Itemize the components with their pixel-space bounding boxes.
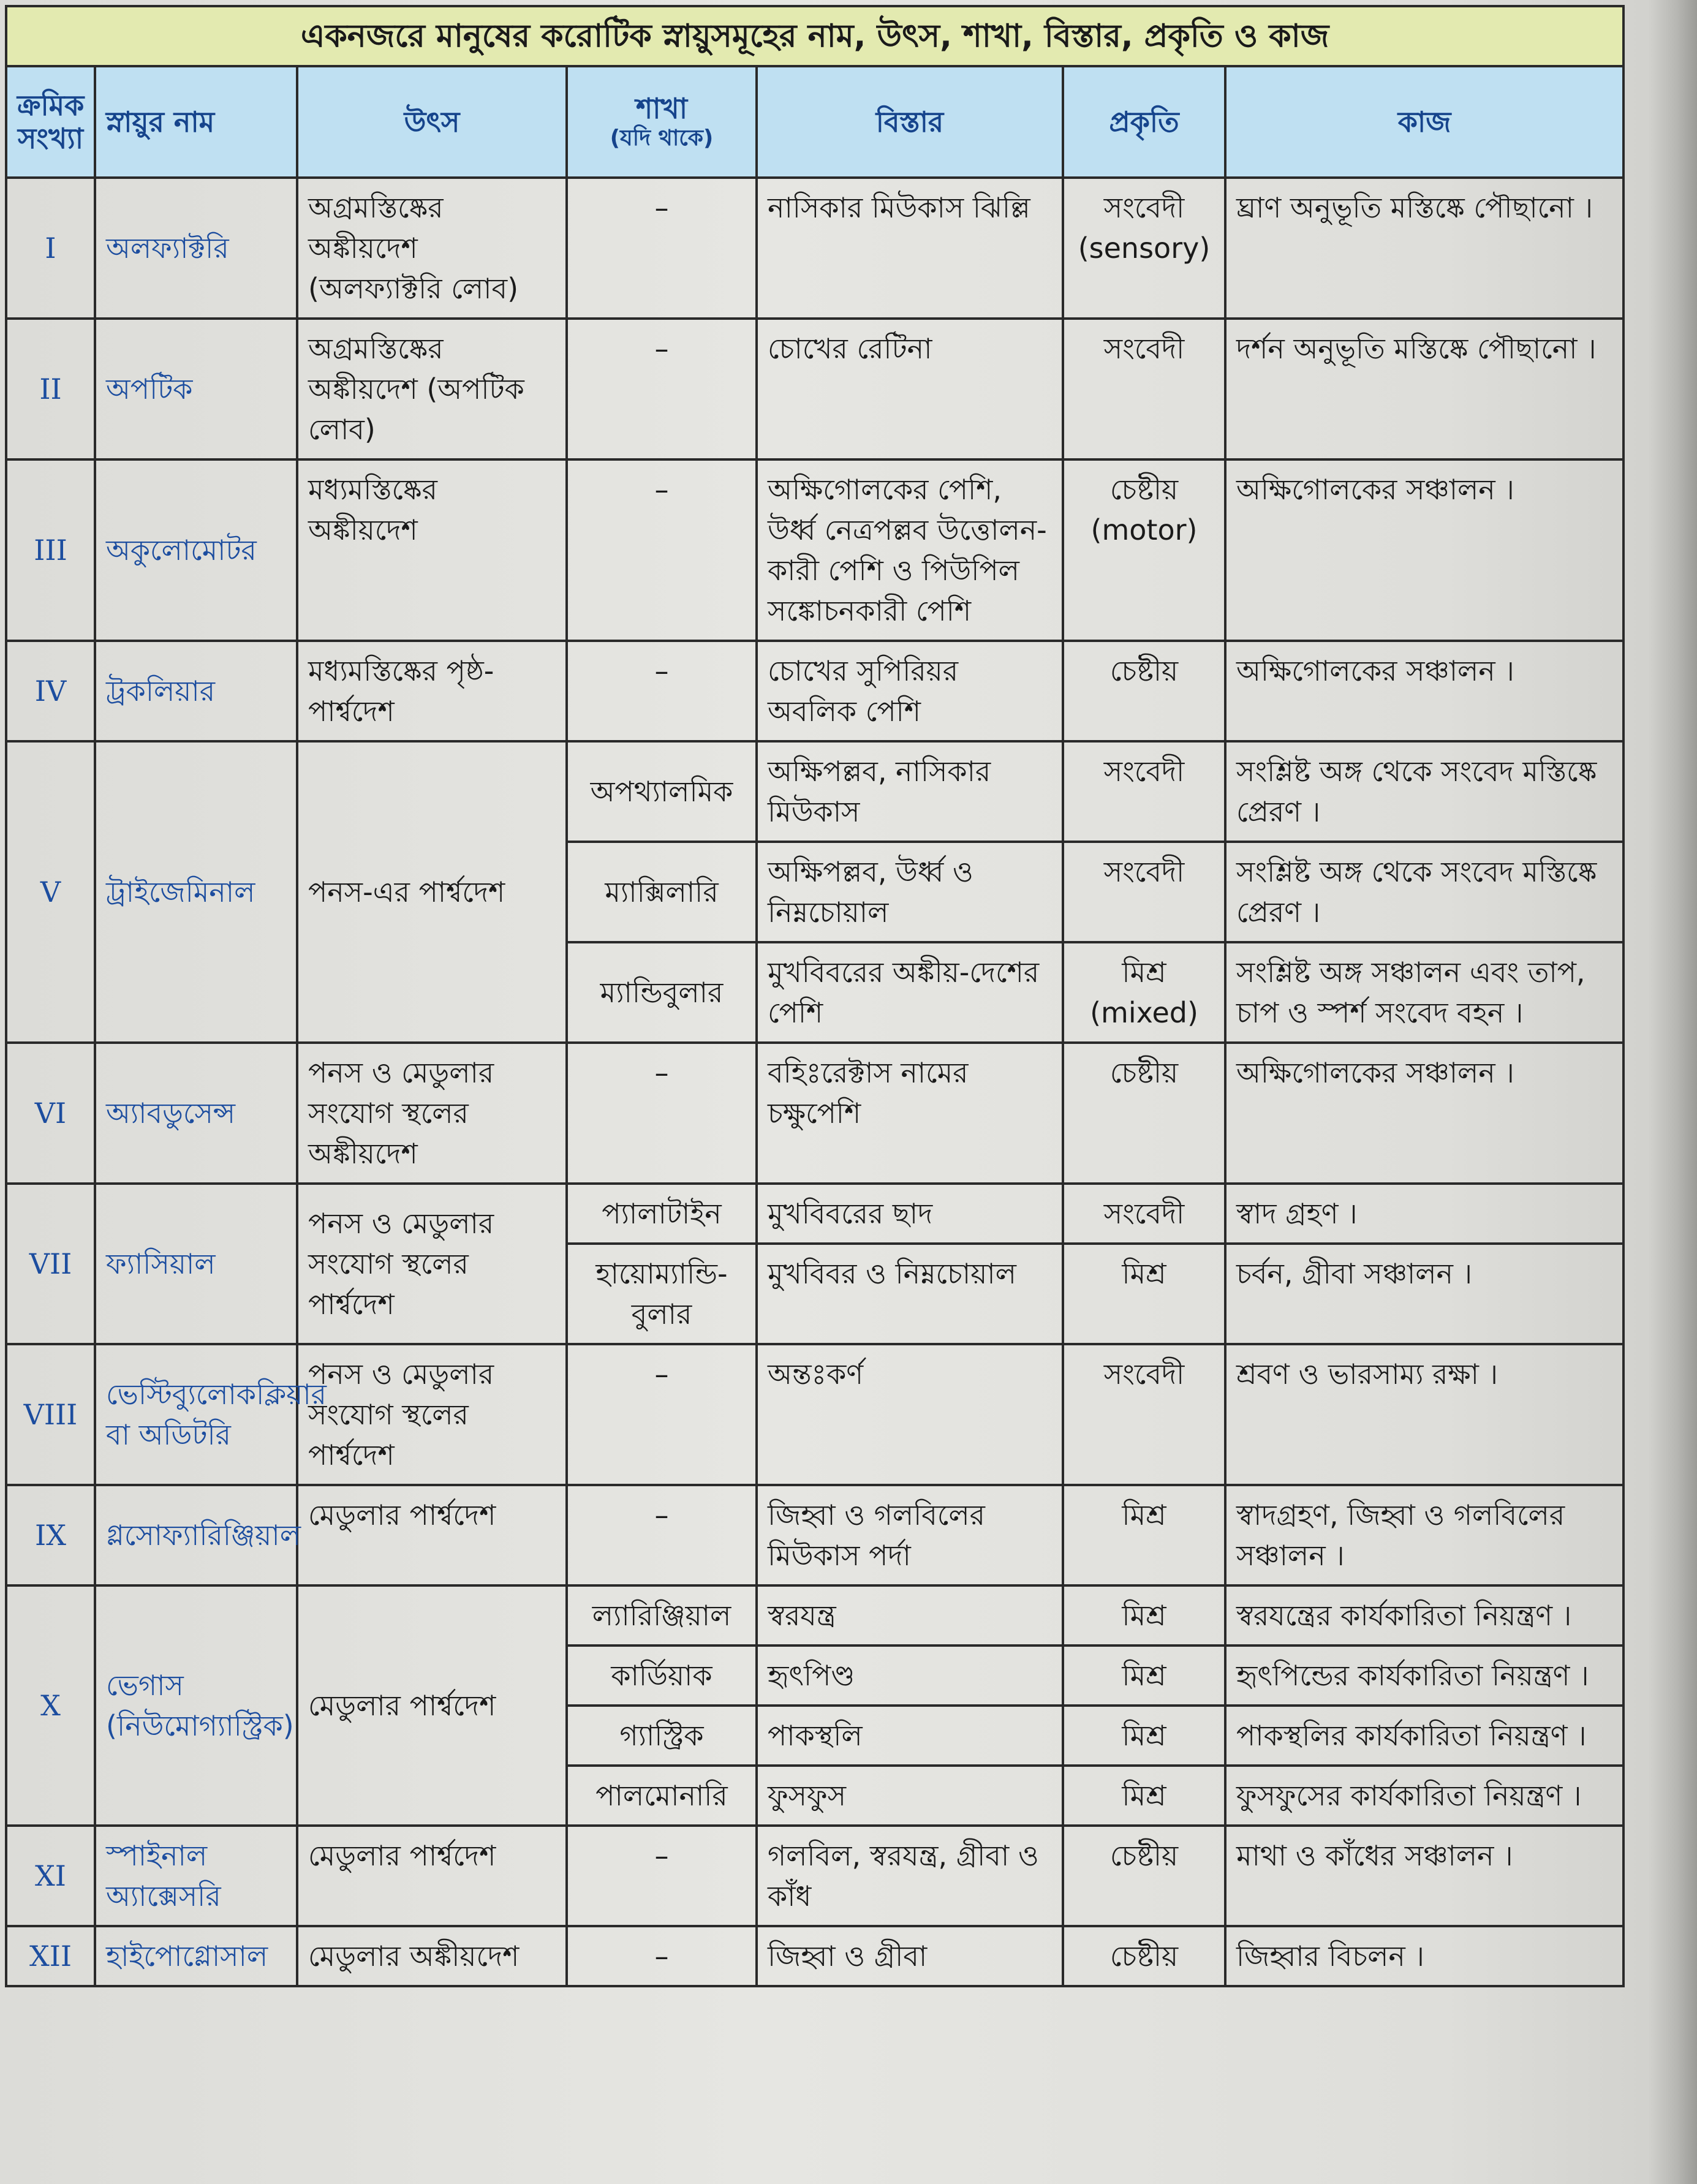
nerve-origin: পনস ও মেডুলার সংযোগ স্থলের পার্শ্বদেশ — [297, 1344, 567, 1485]
nerve-nature: চেষ্টীয় — [1063, 1926, 1225, 1986]
nerve-function: সংশ্লিষ্ট অঙ্গ সঞ্চালন এবং তাপ, চাপ ও স্পর্শ সংবেদ বহন । — [1225, 942, 1623, 1043]
col-header-serial: ক্রমিক সংখ্যা — [6, 66, 95, 178]
nerve-origin: মধ্যমস্তিষ্কের পৃষ্ঠ-পার্শ্বদেশ — [297, 641, 567, 741]
nerve-function: দর্শন অনুভূতি মস্তিষ্কে পৌছানো । — [1225, 319, 1623, 459]
nerve-distribution: স্বরযন্ত্র — [757, 1585, 1063, 1646]
nerve-branch: – — [567, 319, 757, 459]
nerve-distribution: নাসিকার মিউকাস ঝিল্লি — [757, 178, 1063, 319]
table-row — [6, 741, 1623, 842]
nerve-nature: সংবেদী — [1063, 1344, 1225, 1485]
nerve-nature: মিশ্র (mixed) — [1063, 942, 1225, 1043]
nerve-nature: সংবেদী (sensory) — [1063, 178, 1225, 319]
nerve-function: মাথা ও কাঁধের সঞ্চালন । — [1225, 1826, 1623, 1926]
nerve-origin: অগ্রমস্তিষ্কের অঙ্কীয়দেশ (অপটিক লোব) — [297, 319, 567, 459]
table-row — [6, 319, 1623, 459]
nerve-origin: পনস-এর পার্শ্বদেশ — [297, 741, 567, 1043]
row-serial-number: II — [6, 319, 95, 459]
row-serial-number: XI — [6, 1826, 95, 1926]
nerve-branch: কার্ডিয়াক — [567, 1646, 757, 1706]
nerve-function: সংশ্লিষ্ট অঙ্গ থেকে সংবেদ মস্তিষ্কে প্রেরণ । — [1225, 842, 1623, 942]
nerve-nature: সংবেদী — [1063, 1184, 1225, 1244]
nerve-name: অ্যাবডুসেন্স — [95, 1043, 297, 1184]
nerve-name: অপটিক — [95, 319, 297, 459]
col-header-name: স্নায়ুর নাম — [95, 66, 297, 178]
nerve-function: স্বাদ গ্রহণ । — [1225, 1184, 1623, 1244]
nerve-distribution: চোখের রেটিনা — [757, 319, 1063, 459]
nerve-distribution: চোখের সুপিরিয়র অবলিক পেশি — [757, 641, 1063, 741]
table-row — [6, 1043, 1623, 1184]
nerve-branch: – — [567, 1926, 757, 1986]
table-title: একনজরে মানুষের করোটিক স্নায়ুসমূহের নাম, উৎস, শাখা, বিস্তার, প্রকৃতি ও কাজ — [6, 6, 1623, 66]
nerve-name: স্পাইনাল অ্যাক্সেসরি — [95, 1826, 297, 1926]
row-serial-number: VIII — [6, 1344, 95, 1485]
nerve-name: ভেগাস (নিউমোগ্যাস্ট্রিক) — [95, 1585, 297, 1826]
nerve-branch: পালমোনারি — [567, 1766, 757, 1826]
nerve-branch: – — [567, 641, 757, 741]
nerve-branch: – — [567, 178, 757, 319]
nerve-branch: – — [567, 1344, 757, 1485]
row-serial-number: VI — [6, 1043, 95, 1184]
nerve-origin: মেডুলার পার্শ্বদেশ — [297, 1585, 567, 1826]
nerve-nature: সংবেদী — [1063, 842, 1225, 942]
col-header-function: কাজ — [1225, 66, 1623, 178]
nerve-distribution: বহিঃরেক্টাস নামের চক্ষুপেশি — [757, 1043, 1063, 1184]
nerve-branch: ম্যান্ডিবুলার — [567, 942, 757, 1043]
nerve-name: ফ্যাসিয়াল — [95, 1184, 297, 1344]
nerve-branch: অপথ্যালমিক — [567, 741, 757, 842]
header-row — [6, 66, 1623, 178]
col-header-branch-label: শাখা — [635, 92, 688, 125]
nerve-origin: মেডুলার পার্শ্বদেশ — [297, 1826, 567, 1926]
nerve-function: হৃৎপিন্ডের কার্যকারিতা নিয়ন্ত্রণ । — [1225, 1646, 1623, 1706]
nerve-distribution: জিহ্বা ও গ্রীবা — [757, 1926, 1063, 1986]
nerve-function: পাকস্থলির কার্যকারিতা নিয়ন্ত্রণ । — [1225, 1706, 1623, 1766]
nerve-branch: হায়োম্যান্ডি-বুলার — [567, 1244, 757, 1344]
nerve-function: অক্ষিগোলকের সঞ্চালন । — [1225, 1043, 1623, 1184]
nerve-nature: চেষ্টীয় — [1063, 641, 1225, 741]
table-row — [6, 1826, 1623, 1926]
table-row — [6, 1926, 1623, 1986]
nerve-distribution: অক্ষিপল্লব, উর্ধ্ব ও নিম্নচোয়াল — [757, 842, 1063, 942]
col-header-nature: প্রকৃতি — [1063, 66, 1225, 178]
nerve-nature: মিশ্র — [1063, 1766, 1225, 1826]
nerve-nature: মিশ্র — [1063, 1244, 1225, 1344]
nerve-function: সংশ্লিষ্ট অঙ্গ থেকে সংবেদ মস্তিষ্কে প্রেরণ । — [1225, 741, 1623, 842]
nerve-branch: – — [567, 1826, 757, 1926]
nerve-nature: চেষ্টীয় — [1063, 1826, 1225, 1926]
col-header-branch-note: (যদি থাকে) — [610, 126, 714, 151]
nerve-distribution: মুখবিবরের অঙ্কীয়-দেশের পেশি — [757, 942, 1063, 1043]
nerve-function: ঘ্রাণ অনুভূতি মস্তিষ্কে পৌছানো । — [1225, 178, 1623, 319]
page-edge — [1648, 0, 1697, 2184]
nerve-function: জিহ্বার বিচলন । — [1225, 1926, 1623, 1986]
nerve-origin: পনস ও মেডুলার সংযোগ স্থলের পার্শ্বদেশ — [297, 1184, 567, 1344]
nerve-branch: – — [567, 459, 757, 641]
table-row — [6, 1485, 1623, 1585]
row-serial-number: VII — [6, 1184, 95, 1344]
nerve-name: অকুলোমোটর — [95, 459, 297, 641]
nerve-distribution: পাকস্থলি — [757, 1706, 1063, 1766]
nerve-function: স্বাদগ্রহণ, জিহ্বা ও গলবিলের সঞ্চালন । — [1225, 1485, 1623, 1585]
nerve-branch: – — [567, 1043, 757, 1184]
row-serial-number: XII — [6, 1926, 95, 1986]
nerve-branch: ম্যাক্সিলারি — [567, 842, 757, 942]
nerve-name: গ্লসোফ্যারিঞ্জিয়াল — [95, 1485, 297, 1585]
nerve-function: শ্রবণ ও ভারসাম্য রক্ষা । — [1225, 1344, 1623, 1485]
table-row — [6, 178, 1623, 319]
nerve-origin: মেডুলার পার্শ্বদেশ — [297, 1485, 567, 1585]
nerve-nature: মিশ্র — [1063, 1585, 1225, 1646]
nerve-nature: মিশ্র — [1063, 1485, 1225, 1585]
nerve-distribution: অক্ষিগোলকের পেশি, উর্ধ্ব নেত্রপল্লব উত্তোলন-কারী পেশি ও পিউপিল সঙ্কোচনকারী পেশি — [757, 459, 1063, 641]
nerve-function: স্বরযন্ত্রের কার্যকারিতা নিয়ন্ত্রণ । — [1225, 1585, 1623, 1646]
nerve-nature: চেষ্টীয় (motor) — [1063, 459, 1225, 641]
nerve-nature: সংবেদী — [1063, 741, 1225, 842]
col-header-distribution: বিস্তার — [757, 66, 1063, 178]
row-serial-number: X — [6, 1585, 95, 1826]
nerve-name: ট্রাইজেমিনাল — [95, 741, 297, 1043]
table-row — [6, 459, 1623, 641]
nerve-name: হাইপোগ্লোসাল — [95, 1926, 297, 1986]
table-row — [6, 1344, 1623, 1485]
nerve-branch: – — [567, 1485, 757, 1585]
nerve-distribution: হৃৎপিণ্ড — [757, 1646, 1063, 1706]
row-serial-number: III — [6, 459, 95, 641]
nerve-origin: অগ্রমস্তিষ্কের অঙ্কীয়দেশ (অলফ্যাক্টরি লোব) — [297, 178, 567, 319]
nerve-name: ভেস্টিব্যুলোকক্লিয়ার বা অডিটরি — [95, 1344, 297, 1485]
col-header-origin: উৎস — [297, 66, 567, 178]
nerve-distribution: অন্তঃকর্ণ — [757, 1344, 1063, 1485]
row-serial-number: I — [6, 178, 95, 319]
nerve-name: ট্রকলিয়ার — [95, 641, 297, 741]
nerve-origin: মধ্যমস্তিষ্কের অঙ্কীয়দেশ — [297, 459, 567, 641]
nerve-branch: গ্যাস্ট্রিক — [567, 1706, 757, 1766]
nerve-branch: ল্যারিঞ্জিয়াল — [567, 1585, 757, 1646]
nerve-origin: মেডুলার অঙ্কীয়দেশ — [297, 1926, 567, 1986]
nerve-distribution: গলবিল, স্বরযন্ত্র, গ্রীবা ও কাঁধ — [757, 1826, 1063, 1926]
nerve-function: ফুসফুসের কার্যকারিতা নিয়ন্ত্রণ । — [1225, 1766, 1623, 1826]
nerve-distribution: অক্ষিপল্লব, নাসিকার মিউকাস — [757, 741, 1063, 842]
nerve-origin: পনস ও মেডুলার সংযোগ স্থলের অঙ্কীয়দেশ — [297, 1043, 567, 1184]
nerve-nature: মিশ্র — [1063, 1646, 1225, 1706]
nerve-distribution: ফুসফুস — [757, 1766, 1063, 1826]
nerve-function: অক্ষিগোলকের সঞ্চালন । — [1225, 459, 1623, 641]
nerve-name: অলফ্যাক্টরি — [95, 178, 297, 319]
nerve-distribution: জিহ্বা ও গলবিলের মিউকাস পর্দা — [757, 1485, 1063, 1585]
nerve-distribution: মুখবিবরের ছাদ — [757, 1184, 1063, 1244]
nerve-branch: প্যালাটাইন — [567, 1184, 757, 1244]
row-serial-number: V — [6, 741, 95, 1043]
row-serial-number: IX — [6, 1485, 95, 1585]
cranial-nerves-table — [5, 5, 1625, 1987]
nerve-distribution: মুখবিবর ও নিম্নচোয়াল — [757, 1244, 1063, 1344]
row-serial-number: IV — [6, 641, 95, 741]
table-row — [6, 1585, 1623, 1646]
nerve-function: চর্বন, গ্রীবা সঞ্চালন । — [1225, 1244, 1623, 1344]
table-row — [6, 641, 1623, 741]
nerve-nature: সংবেদী — [1063, 319, 1225, 459]
nerve-function: অক্ষিগোলকের সঞ্চালন । — [1225, 641, 1623, 741]
nerve-nature: চেষ্টীয় — [1063, 1043, 1225, 1184]
table-row — [6, 1184, 1623, 1244]
col-header-branch — [567, 66, 757, 178]
nerve-nature: মিশ্র — [1063, 1706, 1225, 1766]
